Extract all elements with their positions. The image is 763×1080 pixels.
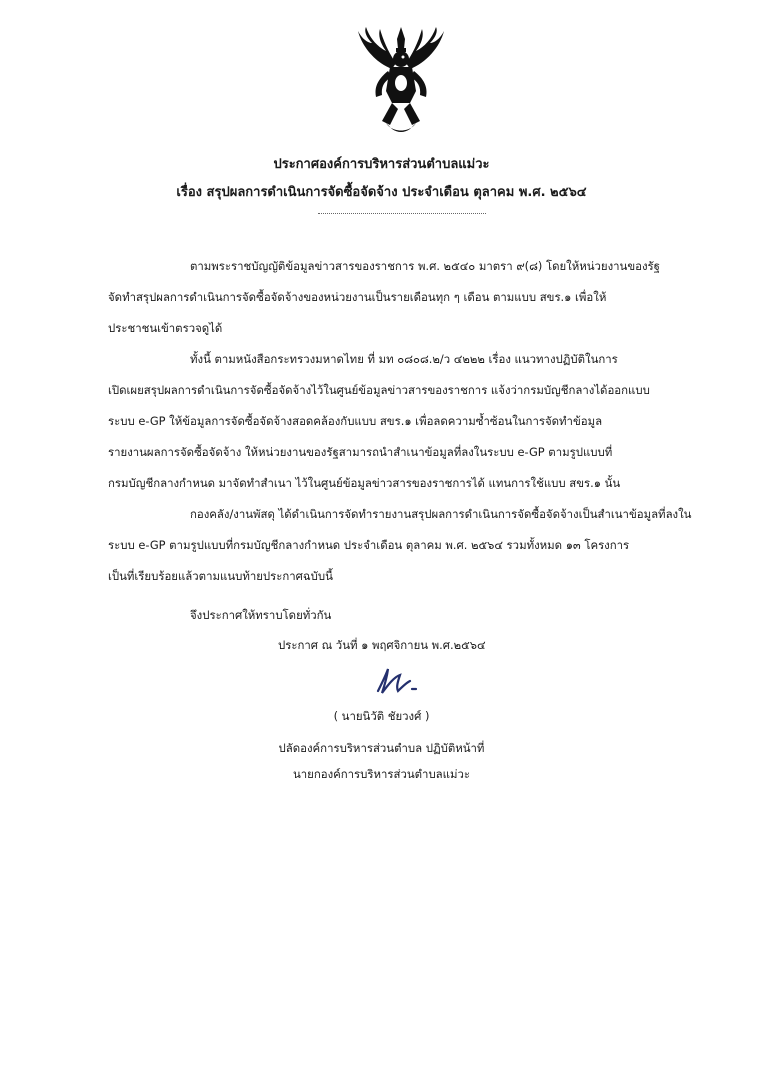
body-line: กองคลัง/งานพัสดุ ได้ดำเนินการจัดทำรายงานสรุปผลการดำเนินการจัดซื้อจัดจ้างเป็นสำเนาข้อมูลที่ลงใน <box>190 507 692 521</box>
body-line: จัดทำสรุปผลการดำเนินการจัดซื้อจัดจ้างของหน่วยงานเป็นรายเดือนทุก ๆ เดือน ตามแบบ สขร.๑ เพื่อให้ <box>108 290 607 304</box>
body-line: ระบบ e-GP ให้ข้อมูลการจัดซื้อจัดจ้างสอดคล้องกับแบบ สขร.๑ เพื่อลดความซ้ำซ้อนในการจัดทำข้อมูล <box>108 414 603 428</box>
announcement-heading: ประกาศองค์การบริหารส่วนตำบลแม่วะ <box>273 157 490 172</box>
body-line: ระบบ e-GP ตามรูปแบบที่กรมบัญชีกลางกำหนด ประจำเดือน ตุลาคม พ.ศ. ๒๕๖๔ รวมทั้งหมด ๑๓ โครงการ <box>108 538 630 552</box>
body-line: เป็นที่เรียบร้อยแล้วตามแนบท้ายประกาศฉบับนี้ <box>108 569 333 583</box>
body-line: รายงานผลการจัดซื้อจัดจ้าง ให้หน่วยงานของรัฐสามารถนำสำเนาข้อมูลที่ลงในระบบ e-GP ตามรูปแบบที่ <box>108 445 613 459</box>
subject-heading: เรื่อง สรุปผลการดำเนินการจัดซื้อจัดจ้าง ประจำเดือน ตุลาคม พ.ศ. ๒๕๖๔ <box>176 185 587 200</box>
signatory-title: ปลัดองค์การบริหารส่วนตำบล ปฏิบัติหน้าที่ <box>278 741 485 755</box>
announce-line: จึงประกาศให้ทราบโดยทั่วกัน <box>190 608 332 622</box>
body-line: ทั้งนี้ ตามหนังสือกระทรวงมหาดไทย ที่ มท ๐๘๐๘.๒/ว ๔๒๒๒ เรื่อง แนวทางปฏิบัติในการ <box>190 352 618 366</box>
body-line: ตามพระราชบัญญัติข้อมูลข่าวสารของราชการ พ.ศ. ๒๕๔๐ มาตรา ๙(๘) โดยให้หน่วยงานของรัฐ <box>190 259 660 273</box>
title-divider <box>318 213 486 214</box>
body-line: กรมบัญชีกลางกำหนด มาจัดทำสำเนา ไว้ในศูนย์ข้อมูลข่าวสารของราชการได้ แทนการใช้แบบ สขร.๑ นั้น <box>108 476 621 490</box>
body-line: เปิดเผยสรุปผลการดำเนินการจัดซื้อจัดจ้างไว้ในศูนย์ข้อมูลข่าวสารของราชการ แจ้งว่ากรมบัญชีกลางได้ออกแบบ <box>108 383 650 397</box>
announcement-date: ประกาศ ณ วันที่ ๑ พฤศจิกายน พ.ศ.๒๕๖๔ <box>278 638 486 652</box>
garuda-emblem <box>352 25 450 137</box>
body-line: ประชาชนเข้าตรวจดูได้ <box>108 321 223 335</box>
signatory-name: ( นายนิวัติ ชัยวงศ์ ) <box>333 709 430 723</box>
handwritten-signature <box>372 665 422 699</box>
signatory-position: นายกองค์การบริหารส่วนตำบลแม่วะ <box>292 767 471 781</box>
